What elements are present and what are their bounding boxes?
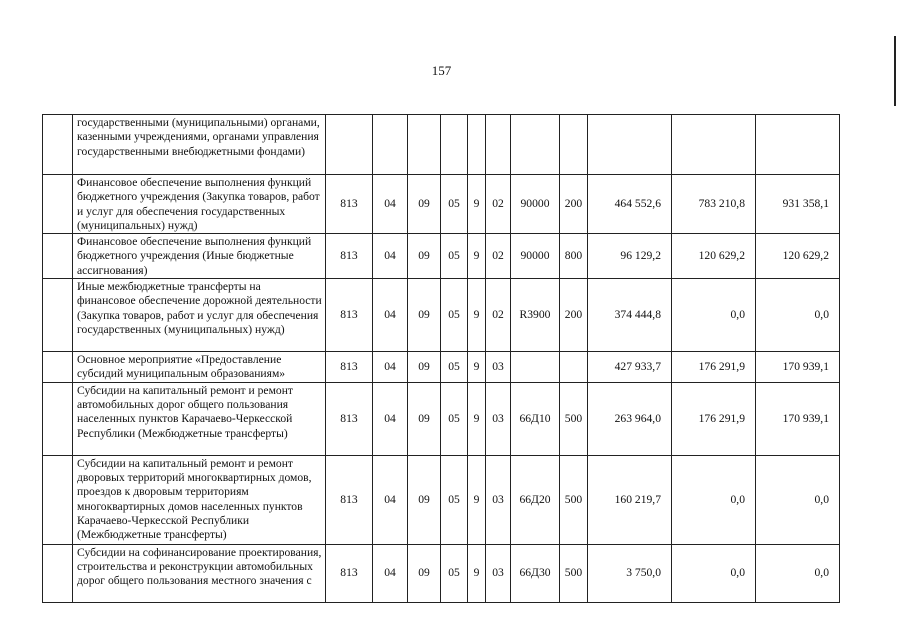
program-code-cell: 05 <box>441 352 468 383</box>
admin-code-cell: 813 <box>326 544 373 602</box>
section-code-cell: 04 <box>373 175 408 234</box>
subprogram-code-cell <box>468 115 486 175</box>
amount-year-2-cell: 120 629,2 <box>672 234 756 279</box>
subsection-code-cell <box>408 115 441 175</box>
admin-code-cell: 813 <box>326 175 373 234</box>
event-code-cell: 02 <box>486 234 511 279</box>
direction-code-cell: 90000 <box>511 234 560 279</box>
section-code-cell: 04 <box>373 382 408 455</box>
section-code-cell: 04 <box>373 544 408 602</box>
row-number-cell <box>43 455 73 544</box>
admin-code-cell: 813 <box>326 382 373 455</box>
expense-type-code-cell: 200 <box>560 175 588 234</box>
subprogram-code-cell: 9 <box>468 234 486 279</box>
program-code-cell <box>441 115 468 175</box>
expense-type-code-cell: 500 <box>560 544 588 602</box>
subsection-code-cell: 09 <box>408 544 441 602</box>
section-code-cell: 04 <box>373 352 408 383</box>
section-code-cell: 04 <box>373 279 408 352</box>
amount-year-3-cell: 0,0 <box>756 544 840 602</box>
amount-year-2-cell <box>672 115 756 175</box>
direction-code-cell: 66Д30 <box>511 544 560 602</box>
amount-year-3-cell: 931 358,1 <box>756 175 840 234</box>
budget-table <box>42 114 840 603</box>
program-code-cell: 05 <box>441 544 468 602</box>
expense-name-cell: Основное мероприятие «Предоставление субсидий муниципальным образованиям» <box>73 352 326 383</box>
table-row <box>43 352 840 383</box>
subsection-code-cell: 09 <box>408 175 441 234</box>
scan-edge-mark <box>894 36 896 106</box>
subsection-code-cell: 09 <box>408 234 441 279</box>
direction-code-cell: 90000 <box>511 175 560 234</box>
direction-code-cell: 66Д10 <box>511 382 560 455</box>
amount-year-2-cell: 0,0 <box>672 544 756 602</box>
row-number-cell <box>43 234 73 279</box>
expense-name-cell: государственными (муниципальными) органами, казенными учреждениями, органами управления государственными внебюджетными фондами) <box>73 115 326 175</box>
table-row <box>43 455 840 544</box>
event-code-cell: 03 <box>486 455 511 544</box>
amount-year-3-cell <box>756 115 840 175</box>
program-code-cell: 05 <box>441 279 468 352</box>
expense-type-code-cell <box>560 115 588 175</box>
direction-code-cell: 66Д20 <box>511 455 560 544</box>
table-row <box>43 115 840 175</box>
amount-year-1-cell: 263 964,0 <box>588 382 672 455</box>
expense-type-code-cell: 200 <box>560 279 588 352</box>
subprogram-code-cell: 9 <box>468 352 486 383</box>
event-code-cell: 02 <box>486 279 511 352</box>
amount-year-2-cell: 783 210,8 <box>672 175 756 234</box>
expense-name-cell: Субсидии на капитальный ремонт и ремонт дворовых территорий многоквартирных домов, проездов к дворовым территориям многоквартирных домов населенных пунктов Карачаево-Черкесской Республики (Межбюджетные трансферты) <box>73 455 326 544</box>
event-code-cell: 03 <box>486 544 511 602</box>
row-number-cell <box>43 382 73 455</box>
row-number-cell <box>43 115 73 175</box>
subprogram-code-cell: 9 <box>468 544 486 602</box>
admin-code-cell: 813 <box>326 352 373 383</box>
event-code-cell: 03 <box>486 352 511 383</box>
program-code-cell: 05 <box>441 175 468 234</box>
subprogram-code-cell: 9 <box>468 279 486 352</box>
expense-type-code-cell <box>560 352 588 383</box>
section-code-cell: 04 <box>373 234 408 279</box>
expense-type-code-cell: 500 <box>560 382 588 455</box>
amount-year-3-cell: 120 629,2 <box>756 234 840 279</box>
program-code-cell: 05 <box>441 382 468 455</box>
row-number-cell <box>43 544 73 602</box>
expense-name-cell: Иные межбюджетные трансферты на финансовое обеспечение дорожной деятельности (Закупка товаров, работ и услуг для обеспечения государственных (муниципальных) нужд) <box>73 279 326 352</box>
expense-name-cell: Финансовое обеспечение выполнения функций бюджетного учреждения (Закупка товаров, работ и услуг для обеспечения государственных (муниципальных) нужд) <box>73 175 326 234</box>
admin-code-cell: 813 <box>326 455 373 544</box>
expense-name-cell: Финансовое обеспечение выполнения функций бюджетного учреждения (Иные бюджетные ассигнования) <box>73 234 326 279</box>
subprogram-code-cell: 9 <box>468 382 486 455</box>
subprogram-code-cell: 9 <box>468 175 486 234</box>
table-row <box>43 544 840 602</box>
table-row <box>43 175 840 234</box>
subsection-code-cell: 09 <box>408 279 441 352</box>
row-number-cell <box>43 175 73 234</box>
amount-year-3-cell: 170 939,1 <box>756 352 840 383</box>
direction-code-cell <box>511 115 560 175</box>
amount-year-1-cell: 374 444,8 <box>588 279 672 352</box>
subsection-code-cell: 09 <box>408 455 441 544</box>
amount-year-3-cell: 0,0 <box>756 279 840 352</box>
program-code-cell: 05 <box>441 455 468 544</box>
row-number-cell <box>43 279 73 352</box>
subsection-code-cell: 09 <box>408 352 441 383</box>
amount-year-2-cell: 176 291,9 <box>672 352 756 383</box>
program-code-cell: 05 <box>441 234 468 279</box>
expense-type-code-cell: 800 <box>560 234 588 279</box>
table-row <box>43 382 840 455</box>
expense-name-cell: Субсидии на софинансирование проектирования, строительства и реконструкции автомобильных дорог общего пользования местного значения с <box>73 544 326 602</box>
expense-type-code-cell: 500 <box>560 455 588 544</box>
admin-code-cell: 813 <box>326 279 373 352</box>
section-code-cell: 04 <box>373 455 408 544</box>
page-number: 157 <box>431 63 452 78</box>
amount-year-1-cell: 96 129,2 <box>588 234 672 279</box>
subprogram-code-cell: 9 <box>468 455 486 544</box>
admin-code-cell: 813 <box>326 234 373 279</box>
event-code-cell: 03 <box>486 382 511 455</box>
amount-year-3-cell: 170 939,1 <box>756 382 840 455</box>
amount-year-1-cell: 427 933,7 <box>588 352 672 383</box>
row-number-cell <box>43 352 73 383</box>
event-code-cell <box>486 115 511 175</box>
amount-year-1-cell: 3 750,0 <box>588 544 672 602</box>
amount-year-3-cell: 0,0 <box>756 455 840 544</box>
direction-code-cell: R3900 <box>511 279 560 352</box>
amount-year-1-cell: 464 552,6 <box>588 175 672 234</box>
expense-name-cell: Субсидии на капитальный ремонт и ремонт автомобильных дорог общего пользования населенных пунктов Карачаево-Черкесской Республики (Межбюджетные трансферты) <box>73 382 326 455</box>
section-code-cell <box>373 115 408 175</box>
amount-year-1-cell <box>588 115 672 175</box>
subsection-code-cell: 09 <box>408 382 441 455</box>
table-row <box>43 279 840 352</box>
amount-year-1-cell: 160 219,7 <box>588 455 672 544</box>
direction-code-cell <box>511 352 560 383</box>
amount-year-2-cell: 0,0 <box>672 279 756 352</box>
amount-year-2-cell: 0,0 <box>672 455 756 544</box>
table-row <box>43 234 840 279</box>
event-code-cell: 02 <box>486 175 511 234</box>
admin-code-cell <box>326 115 373 175</box>
amount-year-2-cell: 176 291,9 <box>672 382 756 455</box>
